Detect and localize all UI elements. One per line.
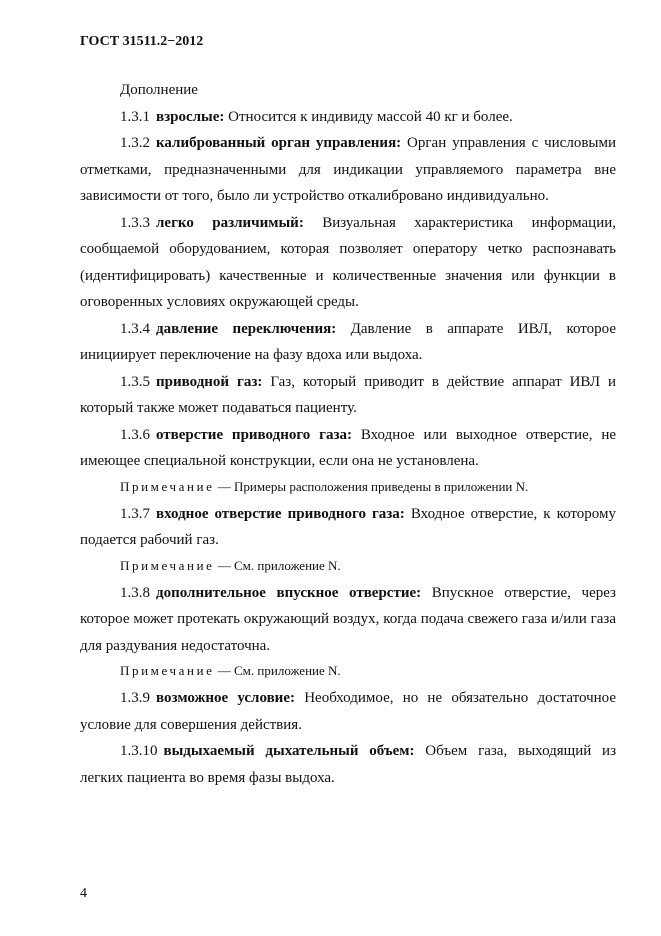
definition-text: Входное отверстие, к которому подается рабочий газ. xyxy=(80,505,616,548)
document-header: ГОСТ 31511.2−2012 xyxy=(80,34,204,49)
note-1 xyxy=(80,477,616,497)
definition-term: легко различимый: xyxy=(156,214,304,231)
definition-number: 1.3.1 xyxy=(120,108,150,125)
definition-term: отверстие приводного газа: xyxy=(156,426,352,443)
note-text: Примеры расположения приведены в приложении N. xyxy=(234,478,529,494)
definition-1-3-10 xyxy=(80,738,616,791)
page-number: 4 xyxy=(80,886,87,901)
definition-1-3-9 xyxy=(80,685,616,738)
definition-number: 1.3.5 xyxy=(120,373,150,390)
definition-text: Относится к индивиду массой 40 кг и более. xyxy=(228,108,513,125)
definition-1-3-4 xyxy=(80,316,616,369)
section-intro: Дополнение xyxy=(120,82,198,98)
definition-1-3-1 xyxy=(80,104,616,131)
note-3 xyxy=(80,661,616,681)
definition-number: 1.3.10 xyxy=(120,743,158,759)
definition-text: Впускное отверстие, через которое может протекать окружающий воздух, когда подача свежего газа и/или газа для раздувания недостаточна. xyxy=(80,584,616,654)
definition-number: 1.3.4 xyxy=(120,320,150,337)
definition-number: 1.3.9 xyxy=(120,690,150,706)
definition-term: давление переключения: xyxy=(156,320,337,337)
definition-term: выдыхаемый дыхательный объем: xyxy=(163,743,415,759)
definition-text: Объем газа, выходящий из легких пациента во время фазы выдоха. xyxy=(80,743,617,786)
definition-term: возможное условие: xyxy=(156,690,295,706)
note-text: См. приложение N. xyxy=(234,557,341,573)
definition-text: Входное или выходное отверстие, не имеющее специальной конструкции, если она не установлена. xyxy=(80,426,617,469)
definition-1-3-6 xyxy=(80,422,616,475)
document-body xyxy=(80,77,616,791)
definition-number: 1.3.6 xyxy=(120,426,150,443)
note-label: Примечание xyxy=(120,478,215,494)
definition-number: 1.3.8 xyxy=(120,584,150,601)
definition-1-3-7 xyxy=(80,501,616,554)
definition-text: Газ, который приводит в действие аппарат ИВЛ и который также может подаваться пациенту. xyxy=(80,373,617,416)
definition-term: дополнительное впускное отверстие: xyxy=(156,584,422,601)
definition-term: взрослые: xyxy=(156,108,225,125)
definition-text: Визуальная характеристика информации, сообщаемой оборудованием, которая позволяет оператору четко распознавать (идентифицировать) качественные и количественные значения или функции в оговоренных условиях окружающей среды. xyxy=(80,214,617,310)
note-label: Примечание xyxy=(120,557,215,573)
definition-1-3-5 xyxy=(80,369,616,422)
note-label: Примечание xyxy=(120,663,215,678)
definition-term: калиброванный орган управления: xyxy=(156,135,402,151)
definition-number: 1.3.3 xyxy=(120,214,150,231)
note-dash: — xyxy=(217,663,231,678)
note-text: См. приложение N. xyxy=(234,663,341,678)
definition-1-3-3 xyxy=(80,210,616,316)
definition-number: 1.3.7 xyxy=(120,505,150,522)
definition-number: 1.3.2 xyxy=(120,135,150,151)
definition-term: входное отверстие приводного газа: xyxy=(156,505,405,522)
note-dash: — xyxy=(217,557,231,573)
definition-text: Давление в аппарате ИВЛ, которое инициирует переключение на фазу вдоха или выдоха. xyxy=(80,320,616,363)
note-2 xyxy=(80,556,616,576)
definition-term: приводной газ: xyxy=(156,373,263,390)
definition-1-3-8 xyxy=(80,580,616,660)
definition-1-3-2 xyxy=(80,130,616,210)
definition-text: Орган управления с числовыми отметками, предназначенными для индикации управляемого параметра вне зависимости от того, было ли устройство откалибровано индивидуально. xyxy=(80,135,617,204)
note-dash: — xyxy=(217,478,231,494)
definition-text: Необходимое, но не обязательно достаточное условие для совершения действия. xyxy=(80,690,616,733)
